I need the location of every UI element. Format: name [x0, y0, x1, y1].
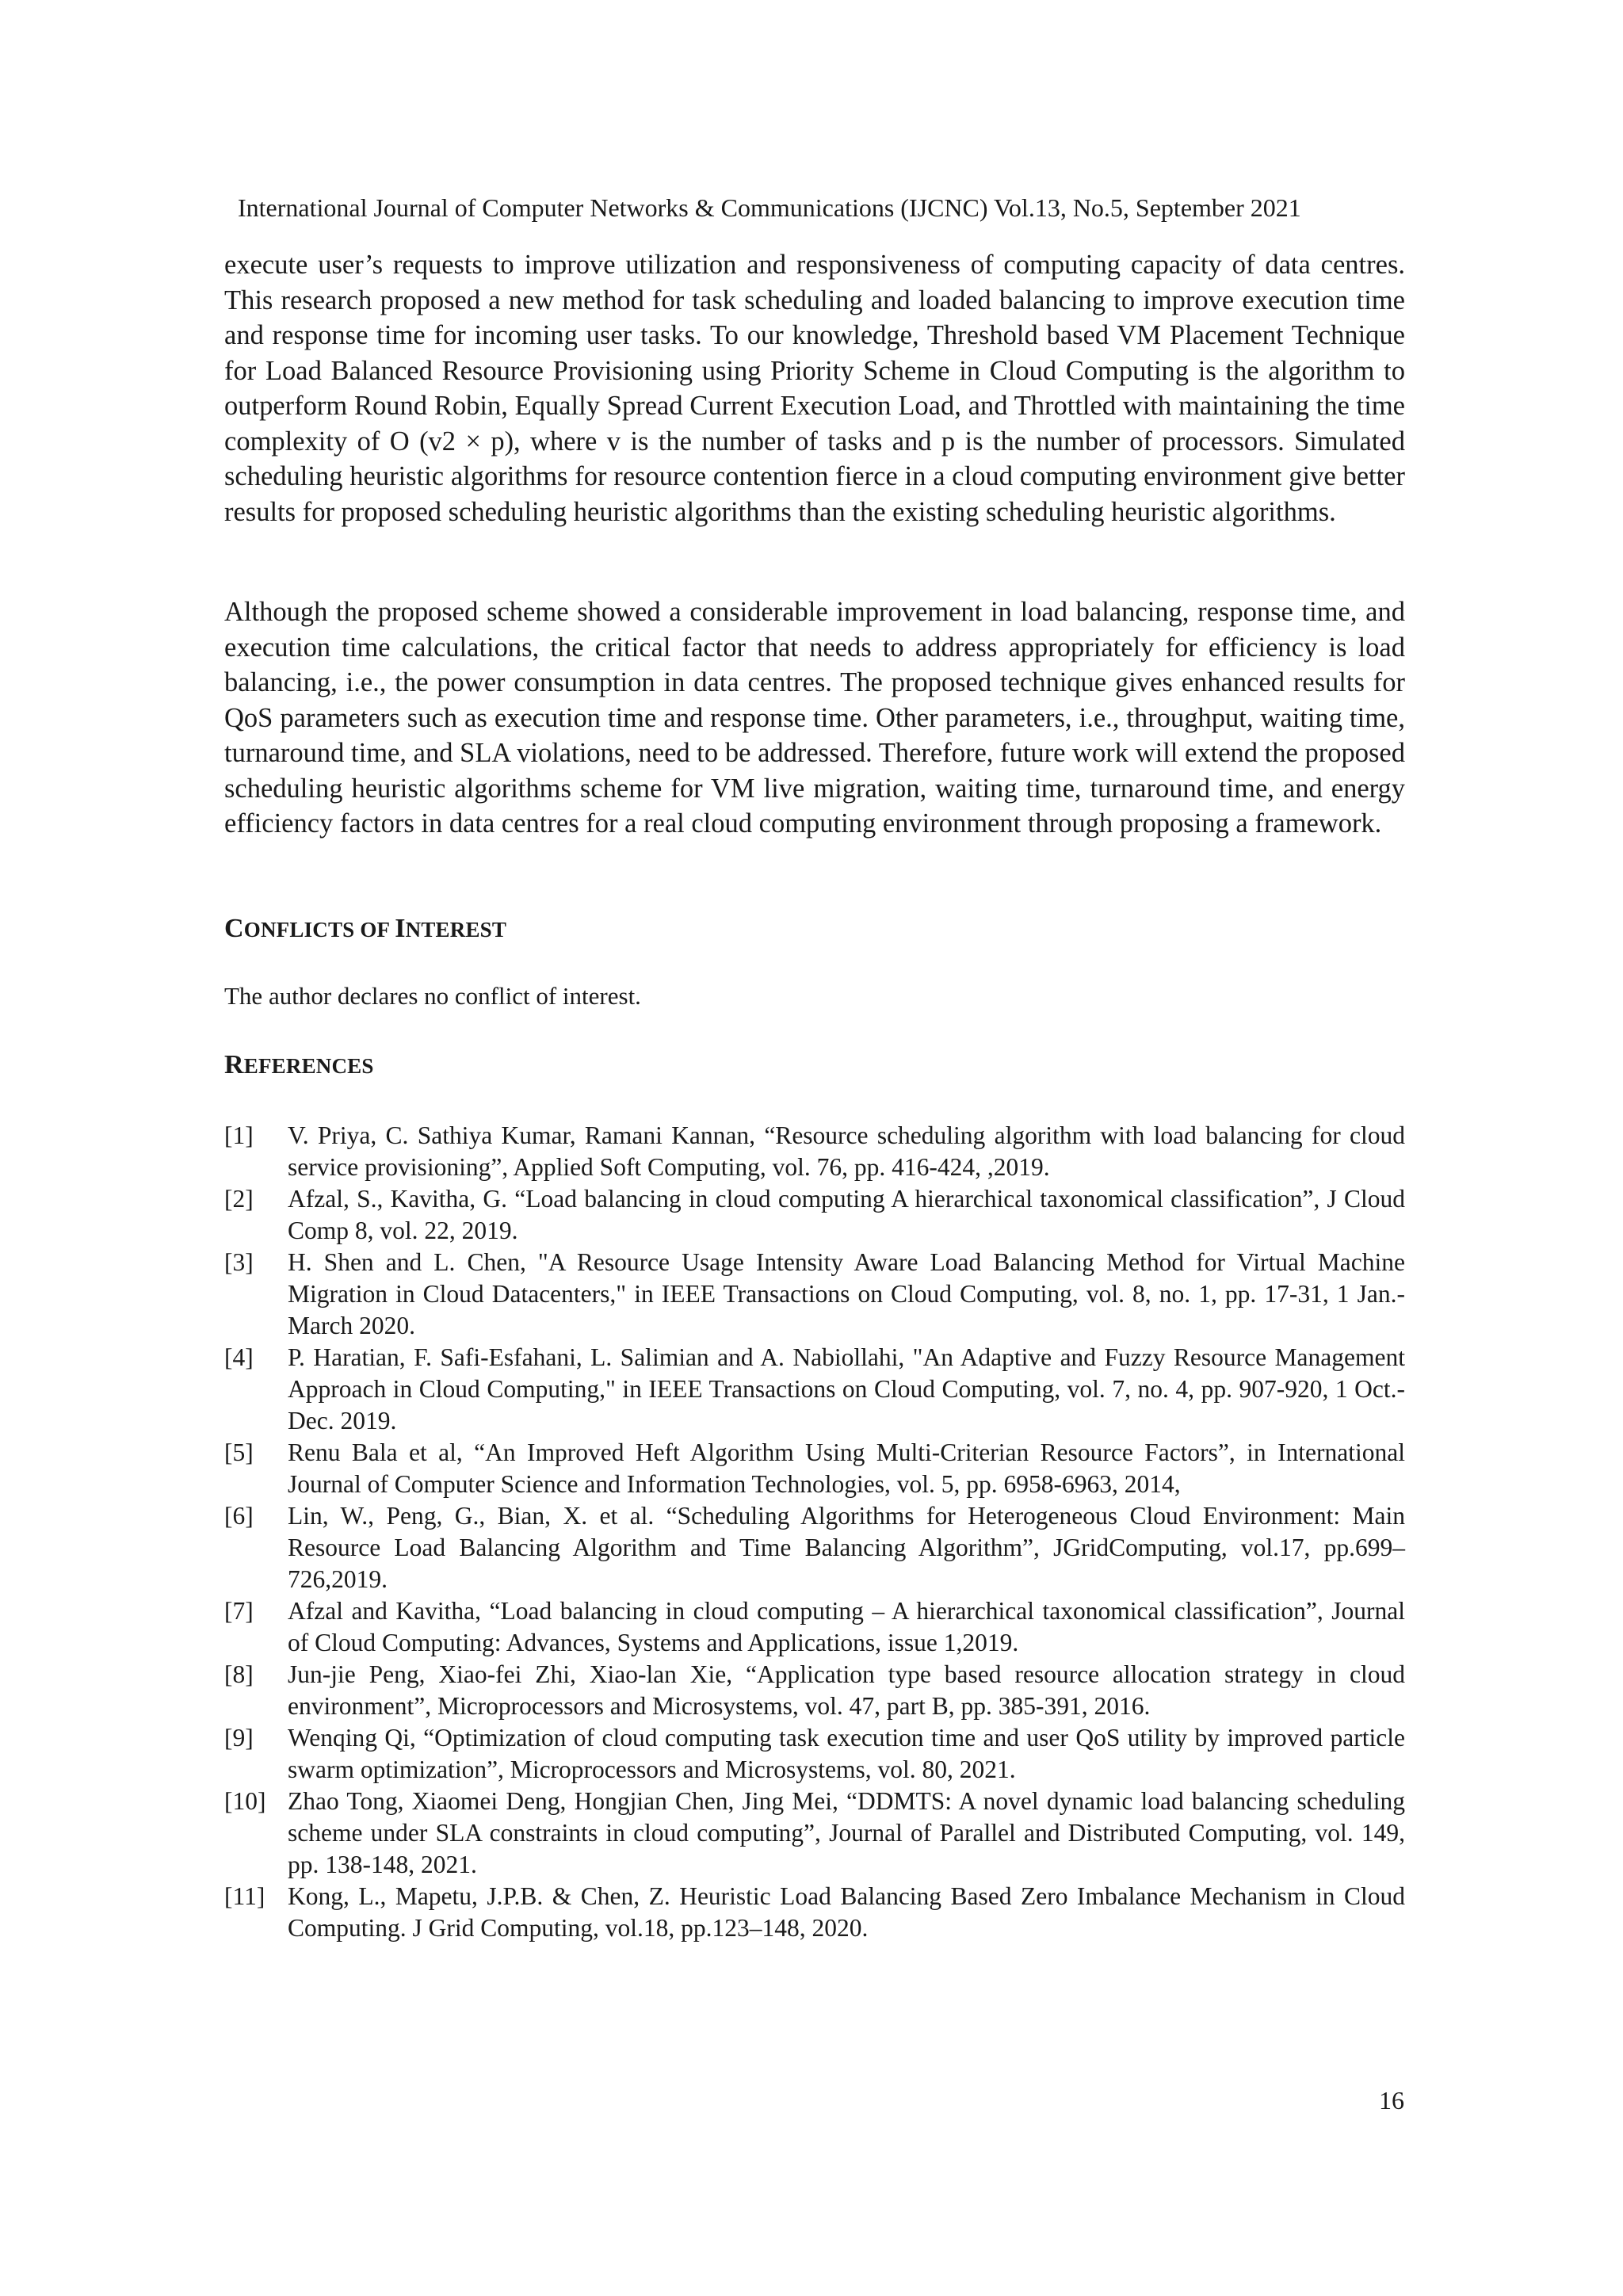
conflicts-of-interest-heading: CONFLICTS OF INTEREST [224, 914, 507, 943]
reference-number: [1] [224, 1121, 254, 1149]
reference-number: [8] [224, 1660, 254, 1688]
reference-text: Renu Bala et al, “An Improved Heft Algorithm Using Multi-Criterian Resource Factors”, in International Journal of Computer Science and Information Technologies, vol. 5, pp. 6958-6963, 2014, [288, 1438, 1405, 1498]
reference-item [224, 1786, 1405, 1881]
reference-item [224, 1183, 1405, 1247]
page-number: 16 [1379, 2086, 1404, 2115]
reference-text: P. Haratian, F. Safi-Esfahani, L. Salimian and A. Nabiollahi, "An Adaptive and Fuzzy Resource Management Approach in Cloud Computing," in IEEE Transactions on Cloud Computing, vol. 7, no. 4, pp. 907-920, 1 Oct.-Dec. 2019. [288, 1343, 1405, 1435]
reference-item [224, 1120, 1405, 1183]
reference-text: V. Priya, C. Sathiya Kumar, Ramani Kannan, “Resource scheduling algorithm with load balancing for cloud service provisioning”, Applied Soft Computing, vol. 76, pp. 416-424, ,2019. [288, 1121, 1405, 1181]
reference-item [224, 1595, 1405, 1659]
body-paragraph-2: Although the proposed scheme showed a considerable improvement in load balancing, response time, and execution time calculations, the critical factor that needs to address appropriately for efficiency is load balancing, i.e., the power consumption in data centres. The proposed technique gives enhanced results for QoS parameters such as execution time and response time. Other parameters, i.e., throughput, waiting time, turnaround time, and SLA violations, need to be addressed. Therefore, future work will extend the proposed scheduling heuristic algorithms scheme for VM live migration, waiting time, turnaround time, and energy efficiency factors in data centres for a real cloud computing environment through proposing a framework. [224, 597, 1405, 839]
conflicts-statement: The author declares no conflict of interest. [224, 982, 641, 1010]
reference-text: Wenqing Qi, “Optimization of cloud computing task execution time and user QoS utility by improved particle swarm optimization”, Microprocessors and Microsystems, vol. 80, 2021. [288, 1724, 1405, 1783]
reference-number: [11] [224, 1882, 265, 1910]
reference-list [224, 1120, 1405, 1944]
reference-text: Afzal, S., Kavitha, G. “Load balancing in cloud computing A hierarchical taxonomical classification”, J Cloud Comp 8, vol. 22, 2019. [288, 1185, 1405, 1244]
reference-text: H. Shen and L. Chen, "A Resource Usage Intensity Aware Load Balancing Method for Virtual Machine Migration in Cloud Datacenters," in IEEE Transactions on Cloud Computing, vol. 8, no. 1, pp. 17-31, 1 Jan.-March 2020. [288, 1248, 1405, 1339]
reference-text: Lin, W., Peng, G., Bian, X. et al. “Scheduling Algorithms for Heterogeneous Cloud Environment: Main Resource Load Balancing Algorithm and Time Balancing Algorithm”, JGridComputing, vol.17, pp.699–726,2019. [288, 1502, 1405, 1593]
reference-number: [4] [224, 1343, 254, 1371]
reference-item [224, 1437, 1405, 1500]
reference-number: [7] [224, 1597, 254, 1625]
reference-text: Zhao Tong, Xiaomei Deng, Hongjian Chen, Jing Mei, “DDMTS: A novel dynamic load balancing scheduling scheme under SLA constraints in cloud computing”, Journal of Parallel and Distributed Computing, vol. 149, pp. 138-148, 2021. [288, 1787, 1405, 1878]
reference-number: [3] [224, 1248, 254, 1276]
reference-number: [10] [224, 1787, 266, 1815]
reference-number: [5] [224, 1438, 254, 1466]
body-paragraph-1: execute user’s requests to improve utilization and responsiveness of computing capacity of data centres. This research proposed a new method for task scheduling and loaded balancing to improve execution time and response time for incoming user tasks. To our knowledge, Threshold based VM Placement Technique for Load Balanced Resource Provisioning using Priority Scheme in Cloud Computing is the algorithm to outperform Round Robin, Equally Spread Current Execution Load, and Throttled with maintaining the time complexity of O (v2 × p), where v is the number of tasks and p is the number of processors. Simulated scheduling heuristic algorithms for resource contention fierce in a cloud computing environment give better results for proposed scheduling heuristic algorithms than the existing scheduling heuristic algorithms. [224, 250, 1405, 527]
reference-item [224, 1881, 1405, 1944]
reference-item [224, 1342, 1405, 1437]
reference-number: [6] [224, 1502, 254, 1530]
reference-text: Afzal and Kavitha, “Load balancing in cloud computing – A hierarchical taxonomical classification”, Journal of Cloud Computing: Advances, Systems and Applications, issue 1,2019. [288, 1597, 1405, 1656]
reference-item [224, 1722, 1405, 1786]
reference-text: Kong, L., Mapetu, J.P.B. & Chen, Z. Heuristic Load Balancing Based Zero Imbalance Mechanism in Cloud Computing. J Grid Computing, vol.18, pp.123–148, 2020. [288, 1882, 1405, 1942]
reference-text: Jun-jie Peng, Xiao-fei Zhi, Xiao-lan Xie, “Application type based resource allocation strategy in cloud environment”, Microprocessors and Microsystems, vol. 47, part B, pp. 385-391, 2016. [288, 1660, 1405, 1720]
references-heading: REFERENCES [224, 1050, 374, 1079]
reference-item [224, 1247, 1405, 1342]
reference-item [224, 1500, 1405, 1595]
reference-item [224, 1659, 1405, 1722]
reference-number: [2] [224, 1185, 254, 1213]
running-header: International Journal of Computer Networks & Communications (IJCNC) Vol.13, No.5, September 2021 [238, 193, 1301, 222]
reference-number: [9] [224, 1724, 254, 1752]
